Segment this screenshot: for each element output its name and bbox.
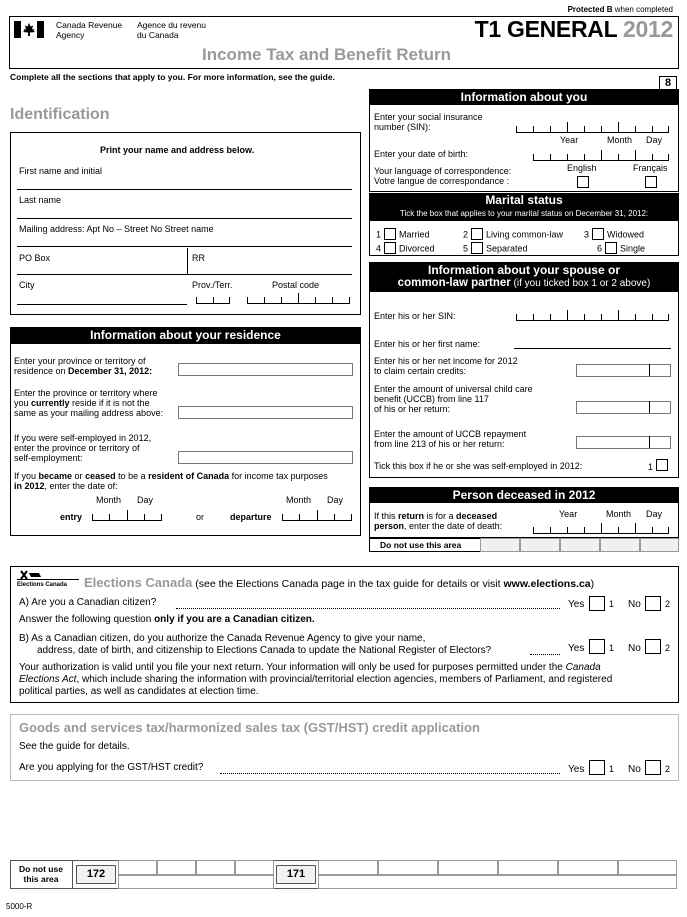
last-name-field[interactable] [17, 218, 352, 219]
self-employment-province-field[interactable] [178, 451, 353, 464]
prov-label: Prov./Terr. [192, 280, 233, 290]
residence-province-field[interactable] [178, 363, 353, 376]
print-instruction: Print your name and address below. [100, 145, 255, 155]
admin-cell [640, 538, 679, 552]
qa-no-num: 2 [665, 599, 671, 609]
dob-label: Enter your date of birth: [374, 149, 469, 159]
spouse-sin-field[interactable] [516, 309, 669, 321]
dob-field[interactable] [533, 149, 669, 161]
elections-title: Elections Canada (see the Elections Canada page in the tax guide for details or visit www.elections.ca) [84, 575, 595, 590]
authorization-text: Your authorization is valid until you file your next return. Your information will only be used for purposes permitted under the Canada Elections Act, which include sharing the information with provincial/territorial election agencies, members of Parliament, and registered political parties, as well as candidates at election time. [19, 662, 613, 697]
answer-instruction: Answer the following question only if you are a Canadian citizen. [19, 614, 315, 625]
dob-year-label: Year [560, 135, 579, 145]
spouse-first-name-label: Enter his or her first name: [374, 339, 481, 349]
departure-month-label: Month [286, 495, 312, 505]
residence-q2: Enter the province or territory where you currently reside if it is not the same as your mailing address above: [14, 388, 164, 418]
mailing-address-label: Mailing address: Apt No – Street No Street name [19, 224, 214, 234]
qb-no-checkbox[interactable] [645, 639, 661, 654]
departure-label: departure [230, 512, 272, 522]
footer-cell [196, 860, 235, 875]
widowed-checkbox[interactable] [592, 228, 604, 240]
mailing-address-field[interactable] [17, 246, 352, 247]
dob-month-label: Month [607, 135, 633, 145]
first-name-label: First name and initial [19, 166, 103, 176]
death-date-field[interactable] [533, 522, 669, 534]
spouse-income-field[interactable] [576, 364, 671, 377]
spouse-sin-label: Enter his or her SIN: [374, 311, 456, 321]
footer-cell [498, 860, 558, 875]
do-not-use-label: Do not use this area [380, 540, 462, 550]
question-a: A) Are you a Canadian citizen? [19, 597, 157, 608]
po-rr-field[interactable] [17, 274, 352, 275]
single-checkbox[interactable] [605, 242, 617, 254]
gst-yes-num: 1 [609, 764, 615, 774]
po-rr-divider [187, 248, 188, 274]
dob-day-label: Day [646, 135, 663, 145]
form-subtitle: Income Tax and Benefit Return [202, 45, 452, 64]
departure-date-field[interactable] [282, 509, 352, 521]
identification-title: Identification [10, 106, 110, 123]
spouse-self-employed-num: 1 [648, 462, 654, 472]
english-label: English [567, 163, 597, 173]
death-day-label: Day [646, 509, 663, 519]
spouse-repayment-label: Enter the amount of UCCB repayment from line 213 of his or her return: [374, 429, 527, 449]
separated-checkbox[interactable] [471, 242, 483, 254]
english-checkbox[interactable] [577, 176, 589, 188]
spouse-uccb-field[interactable] [576, 401, 671, 414]
admin-cell [480, 538, 520, 552]
gst-no-label: No [628, 764, 641, 775]
marital-subtitle: Tick the box that applies to your marital status on December 31, 2012: [399, 209, 649, 218]
marital-option-married[interactable]: 1 Married [376, 229, 430, 240]
french-label: Français [633, 163, 668, 173]
french-checkbox[interactable] [645, 176, 657, 188]
qb-no-num: 2 [665, 643, 671, 653]
qb-yes-checkbox[interactable] [589, 639, 605, 654]
svg-text:Elections Canada: Elections Canada [17, 582, 68, 588]
question-b-leader [530, 654, 560, 655]
gst-title: Goods and services tax/harmonized sales tax (GST/HST) credit application [19, 720, 480, 735]
spouse-self-employed-label: Tick this box if he or she was self-employed in 2012: [374, 461, 583, 471]
divorced-checkbox[interactable] [384, 242, 396, 254]
gst-no-checkbox[interactable] [645, 760, 661, 775]
admin-cell [520, 538, 560, 552]
spouse-first-name-field[interactable] [514, 348, 671, 349]
first-name-field[interactable] [17, 189, 352, 190]
footer-cell [378, 860, 438, 875]
entry-day-label: Day [137, 495, 154, 505]
agency-name-en: Canada Revenue Agency [56, 20, 123, 40]
last-name-label: Last name [19, 195, 62, 205]
po-box-label: PO Box [19, 253, 51, 263]
marital-option-divorced[interactable]: 4 Divorced [376, 243, 435, 254]
qa-no-label: No [628, 599, 641, 610]
footer-cell [318, 875, 677, 889]
footer-cell [118, 875, 274, 889]
spouse-repayment-field[interactable] [576, 436, 671, 449]
about-you-title: Information about you [369, 89, 679, 105]
death-month-label: Month [606, 509, 632, 519]
instructions: Complete all the sections that apply to you. For more information, see the guide. [10, 72, 335, 82]
death-year-label: Year [559, 509, 578, 519]
question-a-leader [176, 608, 560, 609]
postal-code-label: Postal code [272, 280, 320, 290]
deceased-label: If this return is for a deceased person, enter the date of death: [374, 511, 503, 531]
protected-label: Protected B when completed [567, 5, 673, 14]
footer-cell [618, 860, 677, 875]
entry-month-label: Month [96, 495, 122, 505]
language-label: Your language of correspondence: Votre langue de correspondance : [374, 166, 512, 186]
qb-yes-label: Yes [568, 643, 585, 654]
agency-name-fr: Agence du revenu du Canada [137, 20, 206, 40]
gst-see-guide: See the guide for details. [19, 741, 130, 752]
married-checkbox[interactable] [384, 228, 396, 240]
qb-yes-num: 1 [609, 643, 615, 653]
entry-date-field[interactable] [92, 509, 162, 521]
gst-leader [220, 773, 560, 774]
footer-divider [72, 860, 73, 889]
footer-cell [235, 860, 274, 875]
spouse-self-employed-checkbox[interactable] [656, 459, 668, 471]
common-law-checkbox[interactable] [471, 228, 483, 240]
code-171: 171 [276, 865, 316, 884]
city-label: City [19, 280, 35, 290]
entry-label: entry [60, 512, 83, 522]
residence-q3: If you were self-employed in 2012, enter the province or territory of self-employment: [14, 433, 152, 463]
elections-canada-logo [17, 570, 79, 588]
current-residence-field[interactable] [178, 406, 353, 419]
postal-code-field[interactable] [247, 292, 350, 304]
footer-do-not-use: Do not use this area [19, 864, 63, 884]
sin-label: Enter your social insurance number (SIN): [374, 112, 483, 132]
city-field[interactable] [17, 304, 187, 305]
form-code: 5000-R [6, 902, 33, 911]
footer-cell [118, 860, 157, 875]
marital-header [369, 193, 679, 221]
admin-cell [600, 538, 640, 552]
gst-no-num: 2 [665, 764, 671, 774]
deceased-title: Person deceased in 2012 [369, 487, 679, 503]
canada-flag-icon [14, 21, 44, 38]
rr-label: RR [192, 253, 205, 263]
gst-question: Are you applying for the GST/HST credit? [19, 762, 204, 773]
qa-yes-label: Yes [568, 599, 585, 610]
residence-title: Information about your residence [10, 327, 361, 344]
spouse-title: Information about your spouse or common-law partner (if you ticked box 1 or 2 above) [369, 262, 679, 292]
marital-option-common-law[interactable]: 2 Living common-law [463, 229, 564, 240]
qa-yes-num: 1 [609, 599, 615, 609]
spouse-income-label: Enter his or her net income for 2012 to claim certain credits: [374, 356, 518, 376]
question-b: B) As a Canadian citizen, do you authorize the Canada Revenue Agency to give your name, address, date of birth, and citizenship to Elections Canada to update the National Register of Electors? [19, 633, 492, 656]
page-number: 8 [659, 76, 677, 90]
code-172: 172 [76, 865, 116, 884]
gst-yes-checkbox[interactable] [589, 760, 605, 775]
qa-no-checkbox[interactable] [645, 596, 661, 611]
departure-day-label: Day [327, 495, 344, 505]
footer-cell [558, 860, 618, 875]
residence-q1: Enter your province or territory of residence on December 31, 2012: [14, 356, 153, 376]
footer-cell [438, 860, 498, 875]
or-label: or [196, 512, 205, 522]
gst-yes-label: Yes [568, 764, 585, 775]
admin-cell [560, 538, 600, 552]
qa-yes-checkbox[interactable] [589, 596, 605, 611]
spouse-uccb-label: Enter the amount of universal child care benefit (UCCB) from line 117 of his or her return: [374, 384, 533, 414]
marital-option-single[interactable]: 6 Single [597, 243, 646, 254]
form-title: T1 GENERAL 2012 [474, 16, 673, 42]
residence-q4: If you became or ceased to be a resident of Canada for income tax purposes in 2012, enter the date of: [14, 471, 328, 491]
marital-title: Marital status [485, 193, 563, 207]
footer-cell [157, 860, 196, 875]
sin-field[interactable] [516, 121, 669, 133]
marital-option-widowed[interactable]: 3 Widowed [584, 229, 645, 240]
marital-option-separated[interactable]: 5 Separated [463, 243, 528, 254]
qb-no-label: No [628, 643, 641, 654]
footer-cell [318, 860, 378, 875]
prov-field[interactable] [196, 292, 230, 304]
